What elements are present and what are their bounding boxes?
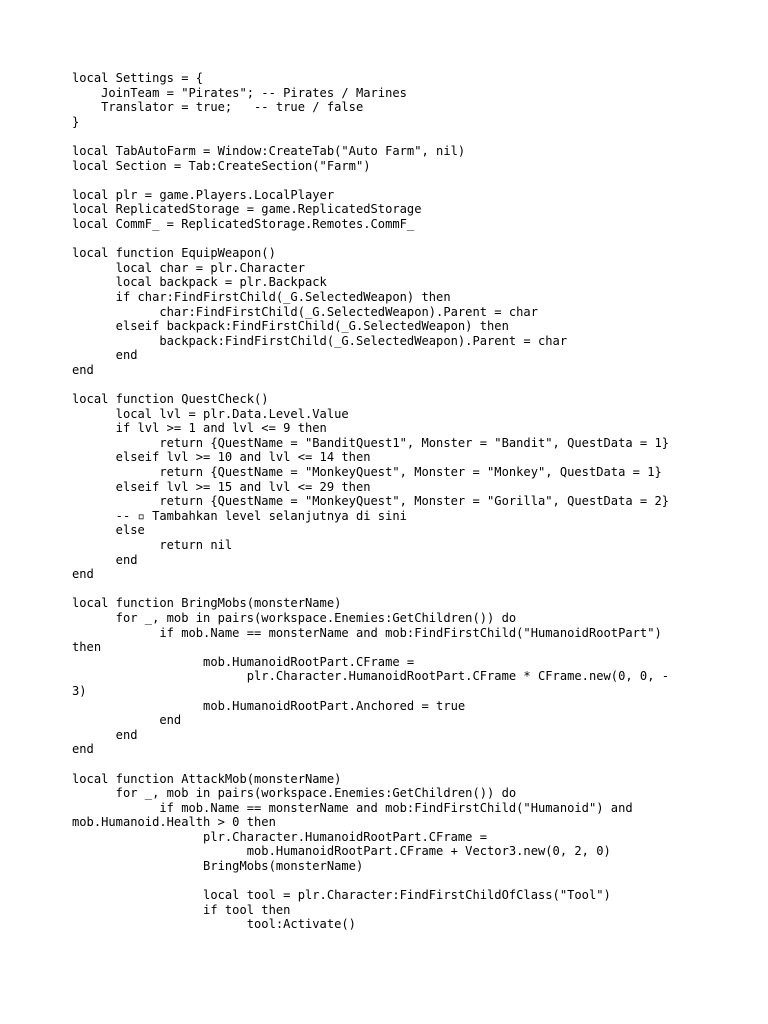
code-line: end <box>72 362 94 377</box>
code-line: elseif lvl >= 10 and lvl <= 14 then <box>72 450 371 465</box>
code-line: end <box>72 727 138 742</box>
code-line: mob.HumanoidRootPart.CFrame + Vector3.new(0, 2, 0) <box>72 844 611 859</box>
blank-line <box>72 757 702 772</box>
code-line: local tool = plr.Character:FindFirstChildOfClass("Tool") <box>72 888 611 903</box>
code-line: local CommF_ = ReplicatedStorage.Remotes.CommF_ <box>72 216 415 231</box>
code-line: } <box>72 114 80 129</box>
code-line: end <box>72 713 182 728</box>
code-line: BringMobs(monsterName) <box>72 859 364 874</box>
code-line: local char = plr.Character <box>72 260 305 275</box>
code-line: mob.HumanoidRootPart.Anchored = true <box>72 698 466 713</box>
code-line: local function BringMobs(monsterName) <box>72 596 342 611</box>
blank-line <box>72 232 702 247</box>
code-line: elseif lvl >= 15 and lvl <= 29 then <box>72 479 371 494</box>
code-line: local backpack = plr.Backpack <box>72 275 327 290</box>
code-line: local Settings = { <box>72 71 204 85</box>
code-line: return nil <box>72 538 233 552</box>
code-line: local function AttackMob(monsterName) <box>72 771 342 786</box>
code-line: if char:FindFirstChild(_G.SelectedWeapon) then <box>72 289 451 304</box>
code-line: end <box>72 348 138 363</box>
code-line: plr.Character.HumanoidRootPart.CFrame * CFrame.new(0, 0, - <box>72 669 670 684</box>
code-line: -- ▫ Tambahkan level selanjutnya di sini <box>72 508 407 523</box>
code-line: return {QuestName = "MonkeyQuest", Monster = "Monkey", QuestData = 1} <box>72 465 662 480</box>
code-line: local Section = Tab:CreateSection("Farm") <box>72 158 371 173</box>
code-line: local ReplicatedStorage = game.ReplicatedStorage <box>72 202 422 217</box>
code-line: tool:Activate() <box>72 917 356 932</box>
blank-line <box>72 377 702 392</box>
code-line: for _, mob in pairs(workspace.Enemies:GetChildren()) do <box>72 610 517 625</box>
code-line: char:FindFirstChild(_G.SelectedWeapon).Parent = char <box>72 304 538 319</box>
code-line: else <box>72 523 145 538</box>
code-line: for _, mob in pairs(workspace.Enemies:GetChildren()) do <box>72 786 517 801</box>
code-line: then <box>72 640 102 655</box>
code-line: end <box>72 552 138 567</box>
code-line: local function EquipWeapon() <box>72 246 276 261</box>
code-line: JoinTeam = "Pirates"; -- Pirates / Marines <box>72 85 407 100</box>
blank-line <box>72 874 702 889</box>
code-line: return {QuestName = "BanditQuest1", Monster = "Bandit", QuestData = 1} <box>72 435 670 450</box>
code-line: if mob.Name == monsterName and mob:FindFirstChild("Humanoid") and <box>72 800 633 815</box>
code-line: if tool then <box>72 902 291 917</box>
code-line: if lvl >= 1 and lvl <= 9 then <box>72 421 327 436</box>
code-line: return {QuestName = "MonkeyQuest", Monster = "Gorilla", QuestData = 2} <box>72 494 670 509</box>
code-line: if mob.Name == monsterName and mob:FindFirstChild("HumanoidRootPart") <box>72 625 662 640</box>
code-line: local lvl = plr.Data.Level.Value <box>72 406 349 421</box>
code-line: elseif backpack:FindFirstChild(_G.SelectedWeapon) then <box>72 319 509 334</box>
code-line: plr.Character.HumanoidRootPart.CFrame = <box>72 829 488 844</box>
blank-line <box>72 173 702 188</box>
code-line: Translator = true; -- true / false <box>72 100 364 115</box>
code-line: mob.HumanoidRootPart.CFrame = <box>72 654 415 669</box>
code-line: mob.Humanoid.Health > 0 then <box>72 815 276 830</box>
code-line: backpack:FindFirstChild(_G.SelectedWeapon).Parent = char <box>72 333 568 348</box>
code-block <box>72 71 702 932</box>
code-line: local function QuestCheck() <box>72 392 269 407</box>
blank-line <box>72 582 702 597</box>
code-line: local plr = game.Players.LocalPlayer <box>72 187 335 202</box>
code-line: end <box>72 567 94 582</box>
code-line: 3) <box>72 683 87 698</box>
code-line: end <box>72 742 94 757</box>
code-line: local TabAutoFarm = Window:CreateTab("Auto Farm", nil) <box>72 143 466 158</box>
blank-line <box>72 129 702 144</box>
